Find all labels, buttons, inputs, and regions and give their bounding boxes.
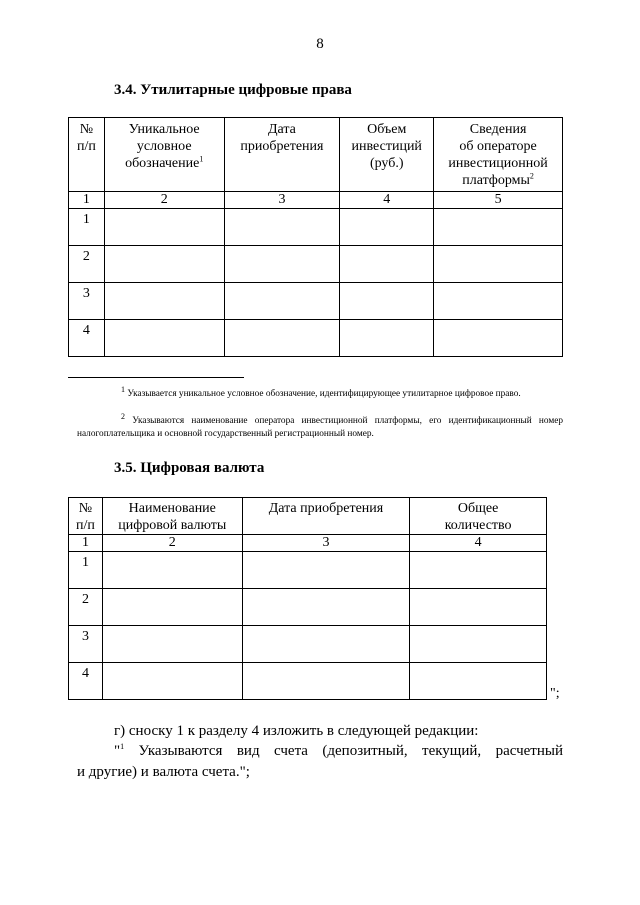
row-number: 3 <box>69 626 103 663</box>
closing-quote: "; <box>550 686 560 701</box>
table-cell <box>434 209 563 246</box>
table-header-row <box>69 118 563 192</box>
table-cell <box>340 209 434 246</box>
amendment-line-3: и другие) и валюта счета."; <box>77 764 250 780</box>
table-cell <box>434 246 563 283</box>
table-header-row <box>69 498 547 535</box>
row-number: 2 <box>69 246 105 283</box>
section-3-4-title: 3.4. Утилитарные цифровые права <box>114 82 352 98</box>
header-cell <box>104 118 224 192</box>
table-cell <box>102 663 242 700</box>
column-number: 1 <box>69 535 103 552</box>
table-cell <box>410 626 547 663</box>
header-cell <box>102 498 242 535</box>
row-number: 1 <box>69 552 103 589</box>
column-number-row <box>69 192 563 209</box>
table-cell <box>224 209 340 246</box>
table-row <box>69 283 563 320</box>
footnote-mark: 1 <box>120 742 125 751</box>
table-cell <box>102 589 242 626</box>
column-number: 4 <box>340 192 434 209</box>
header-cell <box>434 118 563 192</box>
header-cell <box>69 498 103 535</box>
table-row <box>69 663 547 700</box>
header-cell <box>410 498 547 535</box>
utility-digital-rights-table <box>68 117 563 357</box>
amendment-line-1: г) сноску 1 к разделу 4 изложить в следующей редакции: <box>114 723 479 739</box>
footnote-ref-2: 2 <box>529 171 534 181</box>
table-row <box>69 552 547 589</box>
footnote-text: Указываются наименование оператора инвестиционной платформы, его идентификационный номер налогоплательщика и основной государственный регистрационный номер. <box>77 416 563 439</box>
footnote-ref-1: 1 <box>199 154 204 164</box>
table-row <box>69 626 547 663</box>
table-cell <box>434 283 563 320</box>
table-cell <box>104 320 224 357</box>
table-cell <box>242 626 410 663</box>
digital-currency-table <box>68 497 547 700</box>
header-text: Общее количество <box>444 501 512 533</box>
table-cell <box>340 320 434 357</box>
column-number-row <box>69 535 547 552</box>
header-text: Объем инвестиций (руб.) <box>351 122 422 171</box>
footnote-1 <box>77 384 563 401</box>
header-cell <box>242 498 410 535</box>
table-cell <box>224 283 340 320</box>
footnote-text: Указывается уникальное условное обозначение, идентифицирующее утилитарное цифровое право. <box>127 389 521 399</box>
header-text: Сведения об операторе инвестиционной платформы <box>448 122 548 188</box>
row-number: 4 <box>69 663 103 700</box>
row-number: 2 <box>69 589 103 626</box>
header-cell <box>69 118 105 192</box>
header-text: № п/п <box>76 501 95 533</box>
header-text: № п/п <box>76 122 96 154</box>
header-text: Дата приобретения <box>240 122 324 154</box>
table-row <box>69 320 563 357</box>
column-number: 2 <box>102 535 242 552</box>
header-cell <box>340 118 434 192</box>
table-cell <box>104 246 224 283</box>
table-cell <box>224 246 340 283</box>
table-row <box>69 246 563 283</box>
column-number: 3 <box>224 192 340 209</box>
footnote-separator <box>68 377 244 378</box>
footnote-mark: 2 <box>121 411 125 421</box>
table-cell <box>410 552 547 589</box>
row-number: 4 <box>69 320 105 357</box>
column-number: 1 <box>69 192 105 209</box>
header-cell <box>224 118 340 192</box>
table-cell <box>242 663 410 700</box>
table-cell <box>104 209 224 246</box>
header-text: Уникальное условное обозначение <box>125 122 200 171</box>
row-number: 1 <box>69 209 105 246</box>
footnote-2 <box>77 411 563 441</box>
header-text: Дата приобретения <box>268 501 384 516</box>
column-number: 4 <box>410 535 547 552</box>
column-number: 2 <box>104 192 224 209</box>
table-cell <box>340 246 434 283</box>
column-number: 3 <box>242 535 410 552</box>
table-row <box>69 209 563 246</box>
footnote-mark: 1 <box>121 384 125 394</box>
table-cell <box>224 320 340 357</box>
table-cell <box>104 283 224 320</box>
open-quote: " <box>114 743 121 759</box>
column-number: 5 <box>434 192 563 209</box>
table-cell <box>410 589 547 626</box>
amendment-line-2 <box>114 741 563 761</box>
amendment-text: Указываются вид счета (депозитный, текущий, расчетный <box>124 743 563 759</box>
page-number: 8 <box>316 36 324 52</box>
header-text: Наименование цифровой валюты <box>118 501 227 533</box>
section-3-5-title: 3.5. Цифровая валюта <box>114 460 265 476</box>
row-number: 3 <box>69 283 105 320</box>
table-cell <box>242 589 410 626</box>
table-row <box>69 589 547 626</box>
table-cell <box>242 552 410 589</box>
table-cell <box>410 663 547 700</box>
table-cell <box>340 283 434 320</box>
table-cell <box>434 320 563 357</box>
table-cell <box>102 626 242 663</box>
table-cell <box>102 552 242 589</box>
